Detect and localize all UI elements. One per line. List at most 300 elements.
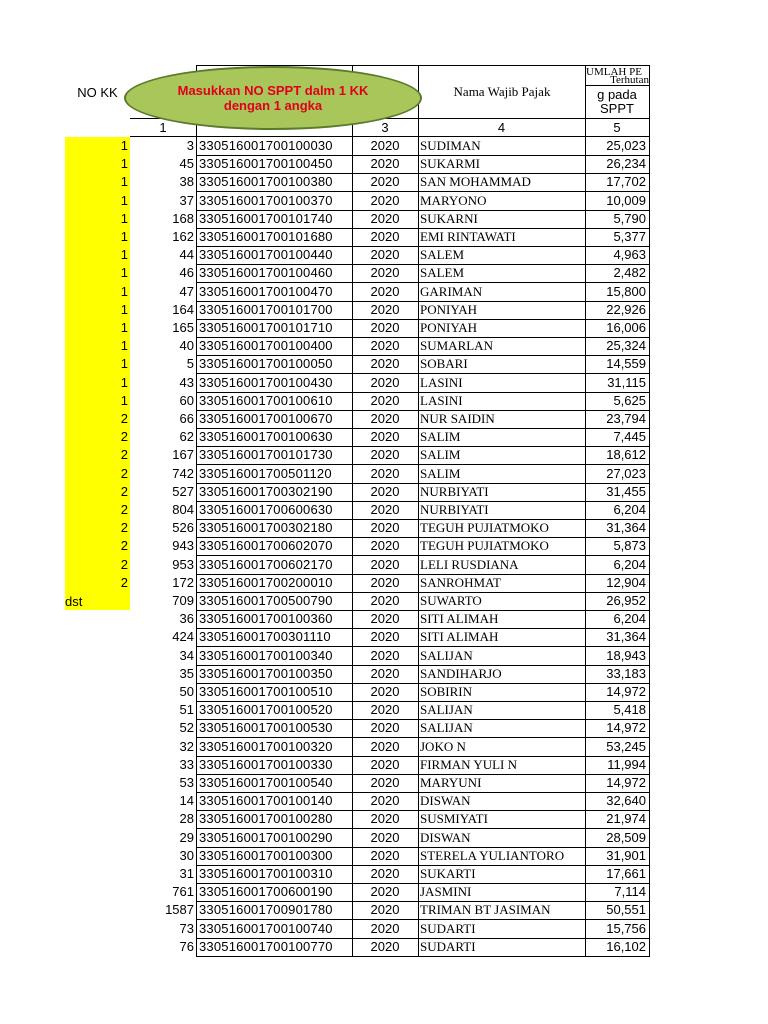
cell-nama-wajib-pajak: SAN MOHAMMAD	[420, 174, 531, 190]
cell-no: 60	[179, 392, 194, 408]
header-colnum-4: 4	[497, 120, 506, 135]
table-row	[0, 301, 768, 319]
table-row	[0, 938, 768, 956]
cell-no: 46	[179, 265, 194, 281]
cell-nop-sppt: 330516001700600190	[199, 884, 333, 900]
cell-no: 47	[179, 283, 194, 299]
cell-no-kk: 1	[120, 138, 128, 153]
cell-jumlah: 31,901	[606, 847, 646, 863]
table-row	[0, 920, 768, 938]
cell-no-kk: 2	[120, 574, 128, 590]
cell-jumlah: 53,245	[606, 738, 646, 754]
cell-no: 40	[179, 338, 194, 354]
cell-nop-sppt: 330516001700100530	[199, 720, 333, 736]
table-row	[0, 756, 768, 774]
cell-no: 424	[172, 629, 194, 645]
cell-year: 2020	[370, 210, 400, 226]
cell-nop-sppt: 330516001700100740	[199, 920, 333, 936]
cell-year: 2020	[370, 647, 400, 663]
cell-no: 3	[186, 138, 194, 153]
cell-no-kk: 1	[120, 192, 128, 208]
cell-no-kk: 2	[120, 429, 128, 445]
cell-nama-wajib-pajak: SOBIRIN	[420, 684, 473, 699]
cell-jumlah: 4,963	[613, 247, 646, 263]
cell-year: 2020	[370, 811, 400, 827]
cell-jumlah: 28,509	[606, 829, 646, 845]
cell-nama-wajib-pajak: EMI RINTAWATI	[420, 229, 516, 244]
cell-nama-wajib-pajak: NURBIYATI	[420, 483, 489, 499]
cell-jumlah: 27,023	[606, 465, 646, 481]
cell-year: 2020	[370, 866, 400, 881]
cell-year: 2020	[370, 138, 400, 153]
cell-year: 2020	[370, 320, 400, 335]
cell-no: 943	[172, 538, 194, 554]
note-oval-line1: Masukkan NO SPPT dalm 1 KK	[177, 83, 369, 98]
cell-jumlah: 14,972	[606, 775, 646, 790]
cell-no-kk: 1	[120, 301, 128, 317]
cell-nop-sppt: 330516001700101730	[199, 447, 333, 463]
table-row	[0, 829, 768, 847]
cell-nop-sppt: 330516001700100340	[199, 647, 333, 663]
cell-nop-sppt: 330516001700100400	[199, 338, 333, 354]
table-row	[0, 283, 768, 301]
cell-nop-sppt: 330516001700101710	[199, 320, 333, 335]
cell-no-kk: 1	[120, 156, 128, 172]
table-row	[0, 774, 768, 792]
table-row	[0, 446, 768, 464]
cell-year: 2020	[370, 720, 400, 736]
cell-jumlah: 17,702	[606, 174, 646, 190]
cell-no: 527	[172, 483, 194, 499]
note-oval-line2: dengan 1 angka	[223, 98, 323, 113]
cell-jumlah: 50,551	[606, 902, 646, 918]
cell-nop-sppt: 330516001700101740	[199, 210, 333, 226]
cell-nop-sppt: 330516001700100670	[199, 411, 333, 426]
cell-no-kk: 2	[120, 556, 128, 572]
table-row	[0, 901, 768, 919]
cell-jumlah: 18,943	[606, 647, 646, 663]
table-row	[0, 228, 768, 246]
cell-year: 2020	[370, 702, 400, 718]
cell-nama-wajib-pajak: SUSMIYATI	[420, 811, 488, 827]
header-nama-wajib-pajak: Nama Wajib Pajak	[453, 84, 551, 99]
cell-jumlah: 14,972	[606, 684, 646, 699]
cell-no-kk: 2	[120, 447, 128, 463]
cell-nama-wajib-pajak: JOKO N	[420, 738, 466, 754]
table-row	[0, 355, 768, 373]
cell-nop-sppt: 330516001700100540	[199, 775, 333, 790]
cell-nama-wajib-pajak: SUKARTI	[420, 866, 476, 881]
table-row	[0, 483, 768, 501]
cell-nama-wajib-pajak: DISWAN	[420, 793, 471, 809]
cell-no: 168	[172, 210, 194, 226]
cell-nop-sppt: 330516001700100770	[199, 938, 333, 954]
cell-jumlah: 31,455	[606, 483, 646, 499]
cell-nama-wajib-pajak: TEGUH PUJIATMOKO	[420, 520, 549, 536]
cell-nop-sppt: 330516001700100140	[199, 793, 333, 809]
cell-nama-wajib-pajak: SALEM	[420, 247, 465, 263]
table-row	[0, 392, 768, 410]
cell-nop-sppt: 330516001700602070	[199, 538, 333, 554]
cell-no: 742	[172, 465, 194, 481]
cell-jumlah: 16,102	[606, 938, 646, 954]
table-row	[0, 519, 768, 537]
cell-year: 2020	[370, 684, 400, 699]
table-row	[0, 574, 768, 592]
cell-no: 50	[179, 684, 194, 699]
table-row	[0, 410, 768, 428]
table-row	[0, 428, 768, 446]
cell-no: 14	[179, 793, 194, 809]
cell-year: 2020	[370, 884, 400, 900]
cell-jumlah: 25,023	[606, 138, 646, 153]
cell-no: 165	[172, 320, 194, 335]
cell-no: 709	[172, 593, 194, 608]
cell-year: 2020	[370, 483, 400, 499]
cell-no-kk: 2	[120, 502, 128, 517]
cell-nop-sppt: 330516001700100280	[199, 811, 333, 827]
table-row	[0, 683, 768, 701]
cell-nama-wajib-pajak: TRIMAN BT JASIMAN	[420, 902, 551, 918]
cell-no: 73	[179, 920, 194, 936]
cell-year: 2020	[370, 847, 400, 863]
cell-nop-sppt: 330516001700100630	[199, 429, 333, 445]
cell-nama-wajib-pajak: SANROHMAT	[420, 574, 501, 590]
cell-year: 2020	[370, 229, 400, 244]
cell-no-kk: 1	[120, 320, 128, 335]
cell-nama-wajib-pajak: MARYUNI	[420, 775, 482, 790]
cell-nop-sppt: 330516001700100440	[199, 247, 333, 263]
cell-no-kk: 1	[120, 338, 128, 354]
table-row	[0, 847, 768, 865]
cell-jumlah: 23,794	[606, 411, 646, 426]
cell-nama-wajib-pajak: SITI ALIMAH	[420, 611, 499, 627]
cell-nop-sppt: 330516001700100430	[199, 374, 333, 390]
table-row	[0, 337, 768, 355]
cell-no: 44	[179, 247, 194, 263]
table-row	[0, 155, 768, 173]
cell-nop-sppt: 330516001700600630	[199, 502, 333, 517]
cell-no-kk: 1	[120, 283, 128, 299]
cell-nop-sppt: 330516001700100360	[199, 611, 333, 627]
cell-year: 2020	[370, 447, 400, 463]
cell-nop-sppt: 330516001700901780	[199, 902, 333, 918]
cell-jumlah: 21,974	[606, 811, 646, 827]
cell-jumlah: 2,482	[613, 265, 646, 281]
cell-no: 62	[179, 429, 194, 445]
cell-year: 2020	[370, 411, 400, 426]
table-row	[0, 264, 768, 282]
cell-year: 2020	[370, 192, 400, 208]
cell-nop-sppt: 330516001700100610	[199, 392, 333, 408]
cell-nop-sppt: 330516001700301110	[199, 629, 331, 645]
cell-nama-wajib-pajak: SUKARMI	[420, 156, 480, 172]
cell-nop-sppt: 330516001700100350	[199, 665, 333, 681]
cell-no: 804	[172, 502, 194, 517]
table-row	[0, 883, 768, 901]
cell-nop-sppt: 330516001700100300	[199, 847, 333, 863]
cell-nama-wajib-pajak: SANDIHARJO	[420, 665, 502, 681]
table-row	[0, 501, 768, 519]
table-row	[0, 319, 768, 337]
cell-jumlah: 31,364	[606, 520, 646, 536]
cell-nop-sppt: 330516001700302190	[199, 483, 333, 499]
table-row	[0, 701, 768, 719]
cell-nama-wajib-pajak: MARYONO	[420, 192, 487, 208]
cell-year: 2020	[370, 920, 400, 936]
cell-year: 2020	[370, 283, 400, 299]
cell-no: 1587	[165, 902, 194, 918]
row-border	[196, 956, 649, 957]
cell-no: 172	[172, 574, 194, 590]
cell-nama-wajib-pajak: NURBIYATI	[420, 502, 489, 517]
table-row	[0, 738, 768, 756]
cell-nama-wajib-pajak: SALIM	[420, 429, 461, 445]
table-row	[0, 865, 768, 883]
cell-no-kk: 2	[120, 465, 128, 481]
table-row	[0, 537, 768, 555]
cell-no: 162	[172, 229, 194, 244]
cell-no: 164	[172, 301, 194, 317]
header-colnum-1: 1	[159, 120, 167, 135]
cell-no: 37	[179, 192, 194, 208]
cell-year: 2020	[370, 156, 400, 172]
table-row	[0, 246, 768, 264]
cell-jumlah: 6,204	[613, 611, 646, 627]
table-row	[0, 792, 768, 810]
cell-nama-wajib-pajak: SITI ALIMAH	[420, 629, 499, 645]
cell-no-kk: 2	[120, 520, 128, 536]
cell-no-kk: 1	[120, 265, 128, 281]
cell-nop-sppt: 330516001700100330	[199, 756, 333, 772]
cell-nama-wajib-pajak: SUKARNI	[420, 210, 478, 226]
cell-jumlah: 5,790	[613, 210, 646, 226]
cell-no: 29	[179, 829, 194, 845]
table-row	[0, 628, 768, 646]
note-oval	[124, 66, 422, 130]
table-row	[0, 192, 768, 210]
cell-no: 32	[179, 738, 194, 754]
cell-jumlah: 22,926	[606, 301, 646, 317]
cell-nama-wajib-pajak: SOBARI	[420, 356, 468, 372]
cell-no-kk: 1	[120, 392, 128, 408]
cell-no-kk: 2	[120, 483, 128, 499]
cell-nop-sppt: 330516001700100050	[199, 356, 333, 372]
cell-nama-wajib-pajak: SALIM	[420, 447, 461, 463]
cell-jumlah: 26,952	[606, 593, 646, 608]
header-jumlah-overlap: Terhutan	[610, 74, 649, 86]
cell-no: 167	[172, 447, 194, 463]
cell-jumlah: 5,873	[613, 538, 646, 554]
cell-nop-sppt: 330516001700100030	[199, 138, 333, 153]
cell-year: 2020	[370, 829, 400, 845]
cell-jumlah: 32,640	[606, 793, 646, 809]
cell-no-kk: 1	[120, 374, 128, 390]
cell-jumlah: 33,183	[606, 665, 646, 681]
cell-nop-sppt: 330516001700200010	[199, 574, 333, 590]
cell-jumlah: 17,661	[606, 866, 646, 881]
table-row	[0, 210, 768, 228]
cell-jumlah: 7,114	[614, 884, 646, 900]
cell-nama-wajib-pajak: STERELA YULIANTORO	[420, 847, 565, 863]
cell-nama-wajib-pajak: PONIYAH	[420, 301, 478, 317]
cell-jumlah: 7,445	[613, 429, 646, 445]
cell-no: 5	[186, 356, 194, 372]
cell-jumlah: 5,377	[613, 229, 646, 244]
cell-nop-sppt: 330516001700100460	[199, 265, 333, 281]
cell-jumlah: 11,994	[607, 756, 646, 772]
cell-year: 2020	[370, 465, 400, 481]
cell-nama-wajib-pajak: SALIJAN	[420, 702, 473, 718]
cell-nama-wajib-pajak: DISWAN	[420, 829, 471, 845]
cell-nop-sppt: 330516001700100320	[199, 738, 333, 754]
cell-nama-wajib-pajak: NUR SAIDIN	[420, 411, 495, 426]
table-row	[0, 173, 768, 191]
cell-year: 2020	[370, 392, 400, 408]
cell-nama-wajib-pajak: GARIMAN	[420, 283, 483, 299]
cell-year: 2020	[370, 938, 400, 954]
cell-year: 2020	[370, 574, 400, 590]
cell-nop-sppt: 330516001700100510	[199, 684, 333, 699]
table-row	[0, 556, 768, 574]
cell-year: 2020	[370, 520, 400, 536]
cell-jumlah: 14,559	[606, 356, 646, 372]
cell-nama-wajib-pajak: SUDARTI	[420, 920, 476, 936]
header-jumlah-sub: g pada SPPT	[597, 87, 637, 116]
table-row	[0, 592, 768, 610]
cell-no: 761	[172, 884, 194, 900]
cell-no: 38	[179, 174, 194, 190]
cell-nop-sppt: 330516001700500790	[199, 593, 333, 608]
cell-no: 31	[179, 866, 194, 881]
cell-nama-wajib-pajak: LASINI	[420, 392, 463, 408]
cell-jumlah: 10,009	[606, 192, 646, 208]
cell-nop-sppt: 330516001700602170	[199, 556, 333, 572]
cell-nop-sppt: 330516001700501120	[199, 465, 332, 481]
cell-no-kk: 1	[120, 356, 128, 372]
cell-nop-sppt: 330516001700100380	[199, 174, 333, 190]
cell-jumlah: 18,612	[606, 447, 646, 463]
dst-label: dst	[65, 594, 83, 609]
cell-no: 34	[179, 647, 194, 663]
table-row	[0, 665, 768, 683]
cell-jumlah: 25,324	[606, 338, 646, 354]
cell-year: 2020	[370, 756, 400, 772]
cell-year: 2020	[370, 665, 400, 681]
cell-no: 35	[179, 665, 194, 681]
cell-nama-wajib-pajak: SUMARLAN	[420, 338, 493, 354]
cell-jumlah: 31,115	[607, 374, 646, 390]
header-no-kk: NO KK	[77, 84, 118, 100]
cell-nama-wajib-pajak: LELI RUSDIANA	[420, 556, 519, 572]
cell-jumlah: 6,204	[613, 502, 646, 517]
cell-no: 43	[179, 374, 194, 390]
table-row	[0, 465, 768, 483]
cell-year: 2020	[370, 593, 400, 608]
cell-year: 2020	[370, 611, 400, 627]
cell-jumlah: 15,800	[606, 283, 646, 299]
table-row	[0, 374, 768, 392]
cell-nop-sppt: 330516001700101700	[199, 301, 333, 317]
cell-nop-sppt: 330516001700100470	[199, 283, 333, 299]
cell-no: 66	[179, 411, 194, 426]
cell-jumlah: 15,756	[606, 920, 646, 936]
cell-no-kk: 1	[120, 229, 128, 244]
header-vline-5	[649, 65, 650, 137]
cell-year: 2020	[370, 793, 400, 809]
cell-nop-sppt: 330516001700100450	[199, 156, 333, 172]
cell-year: 2020	[370, 429, 400, 445]
cell-no: 953	[172, 556, 194, 572]
cell-jumlah: 31,364	[606, 629, 646, 645]
cell-no: 53	[179, 775, 194, 790]
cell-nama-wajib-pajak: SUWARTO	[420, 593, 482, 608]
header-jumlah-top: UMLAH PE	[586, 66, 642, 78]
cell-nama-wajib-pajak: SUDARTI	[420, 938, 476, 954]
cell-no: 36	[179, 611, 194, 627]
cell-year: 2020	[370, 538, 400, 554]
cell-nama-wajib-pajak: LASINI	[420, 374, 463, 390]
cell-nop-sppt: 330516001700100310	[199, 866, 333, 881]
cell-year: 2020	[370, 556, 400, 572]
cell-year: 2020	[370, 902, 400, 918]
cell-no-kk: 1	[120, 247, 128, 263]
cell-nama-wajib-pajak: PONIYAH	[420, 320, 478, 335]
cell-year: 2020	[370, 775, 400, 790]
cell-year: 2020	[370, 174, 400, 190]
table-row	[0, 610, 768, 628]
table-row	[0, 719, 768, 737]
cell-no: 45	[179, 156, 194, 172]
cell-jumlah: 26,234	[606, 156, 646, 172]
cell-year: 2020	[370, 374, 400, 390]
cell-year: 2020	[370, 629, 400, 645]
cell-no-kk: 1	[120, 210, 128, 226]
header-colnum-5: 5	[613, 120, 621, 135]
cell-nop-sppt: 330516001700101680	[199, 229, 333, 244]
cell-jumlah: 6,204	[613, 556, 646, 572]
cell-year: 2020	[370, 265, 400, 281]
cell-nama-wajib-pajak: SALIJAN	[420, 647, 473, 663]
cell-nama-wajib-pajak: JASMINI	[420, 884, 472, 900]
cell-no: 30	[179, 847, 194, 863]
cell-year: 2020	[370, 301, 400, 317]
cell-no: 28	[179, 811, 194, 827]
cell-jumlah: 5,625	[613, 392, 646, 408]
cell-year: 2020	[370, 502, 400, 517]
cell-year: 2020	[370, 738, 400, 754]
cell-nama-wajib-pajak: SALIM	[420, 465, 461, 481]
table-row	[0, 810, 768, 828]
table-row	[0, 137, 768, 155]
cell-year: 2020	[370, 247, 400, 263]
cell-jumlah: 5,418	[613, 702, 646, 718]
cell-jumlah: 16,006	[606, 320, 646, 335]
cell-nop-sppt: 330516001700100290	[199, 829, 333, 845]
cell-jumlah: 14,972	[606, 720, 646, 736]
cell-no: 33	[179, 756, 194, 772]
cell-no: 52	[179, 720, 194, 736]
cell-no-kk: 2	[120, 538, 128, 554]
table-row	[0, 647, 768, 665]
cell-nama-wajib-pajak: SALEM	[420, 265, 465, 281]
cell-year: 2020	[370, 338, 400, 354]
cell-no-kk: 1	[120, 174, 128, 190]
cell-nama-wajib-pajak: SALIJAN	[420, 720, 473, 736]
cell-nama-wajib-pajak: FIRMAN YULI N	[420, 756, 518, 772]
cell-no-kk: 2	[120, 411, 128, 426]
cell-nop-sppt: 330516001700100520	[199, 702, 333, 718]
